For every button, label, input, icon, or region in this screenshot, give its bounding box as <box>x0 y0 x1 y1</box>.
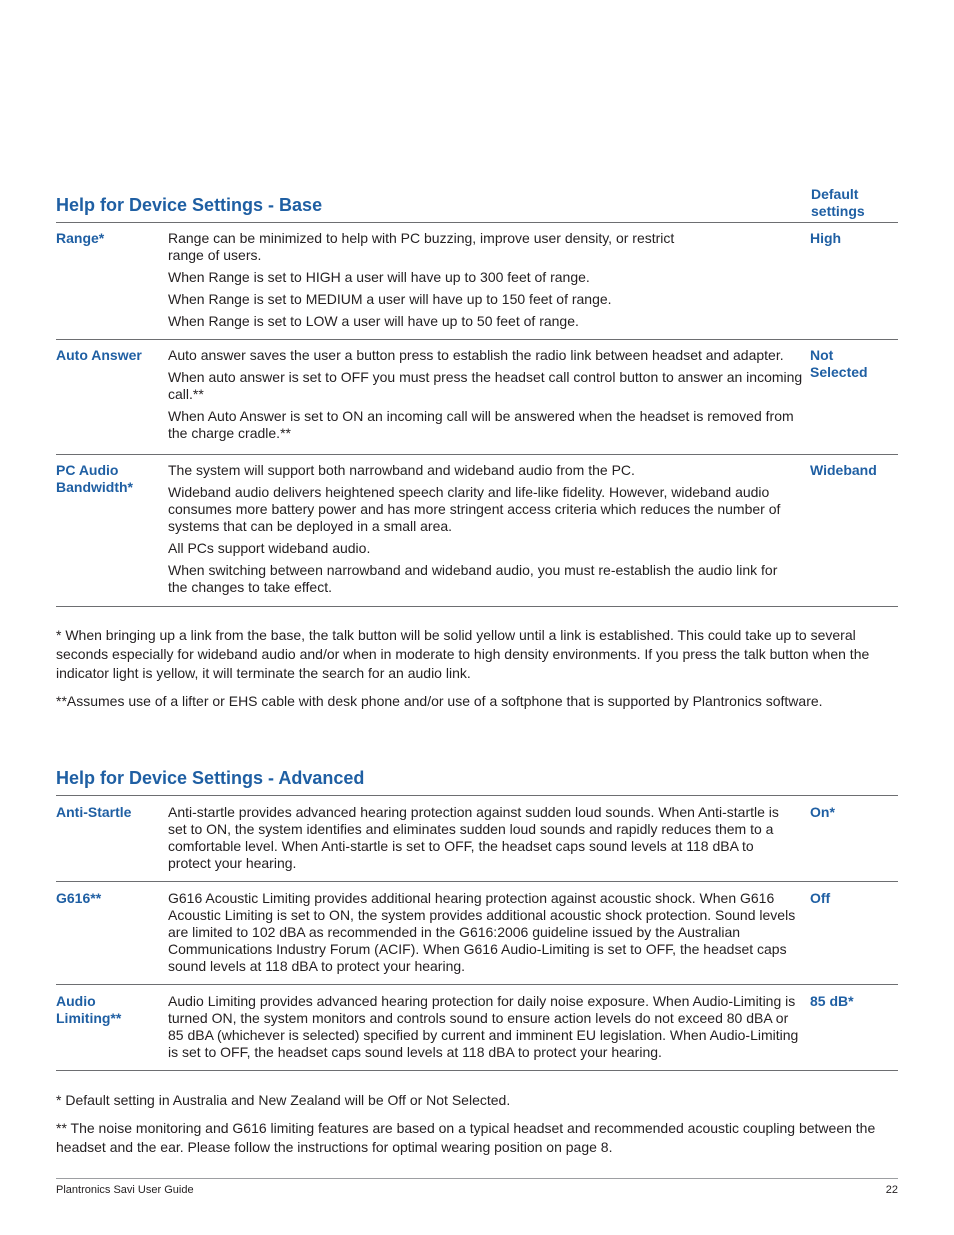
description-paragraph: When Range is set to HIGH a user will have up to 300 feet of range. <box>168 269 590 285</box>
divider <box>56 881 898 882</box>
footnote: * When bringing up a link from the base, the talk button will be solid yellow until a link is established. This could take up to several seconds especially for wideband audio and/or when in moderate to high density environments. If you press the talk button when the indicator light is yellow, it will terminate the search for an audio link. <box>56 627 870 681</box>
description-paragraph: When switching between narrowband and wideband audio, you must re-establish the audio link for the changes to take effect. <box>168 562 778 595</box>
setting-description <box>168 993 800 1066</box>
description-paragraph: When Range is set to LOW a user will have up to 50 feet of range. <box>168 313 579 329</box>
setting-description <box>168 890 798 980</box>
description-paragraph: When auto answer is set to OFF you must press the headset call control button to answer an incoming call.** <box>168 369 803 402</box>
section-title-advanced: Help for Device Settings - Advanced <box>56 768 365 788</box>
description-paragraph: Wideband audio delivers heightened speech clarity and life-like fidelity. However, wideband audio consumes more battery power and has more stringent access criteria which reduces the number of systems that can be deployed in a small area. <box>168 484 781 534</box>
setting-description <box>168 347 804 447</box>
setting-description <box>168 462 793 601</box>
default-value: Off <box>810 890 831 906</box>
description-paragraph: Audio Limiting provides advanced hearing protection for daily noise exposure. When Audio-Limiting is turned ON, the system monitors and controls sound to ensure action levels do not exceed 80 dBA or 85 dBA (whichever is selected) specified by current and imminent EU legislation. When Audio-Limiting is set to OFF, the headset caps sound levels at 118 dBA to protect your hearing. <box>168 993 799 1060</box>
divider <box>56 984 898 985</box>
section-title-base: Help for Device Settings - Base <box>56 195 323 215</box>
divider <box>56 795 898 796</box>
footnote: ** The noise monitoring and G616 limiting features are based on a typical headset and recommended acoustic coupling between the headset and the ear. Please follow the instructions for optimal wearing position on page 8. <box>56 1120 876 1155</box>
setting-label: Auto Answer <box>56 347 142 363</box>
setting-description <box>168 230 713 335</box>
footer-divider <box>56 1178 898 1179</box>
setting-description <box>168 804 793 877</box>
description-paragraph: The system will support both narrowband and wideband audio from the PC. <box>168 462 635 478</box>
default-value: Not Selected <box>810 347 868 380</box>
setting-label: Audio Limiting** <box>56 993 122 1026</box>
default-value: Wideband <box>810 462 877 478</box>
description-paragraph: All PCs support wideband audio. <box>168 540 371 556</box>
setting-label: Anti-Startle <box>56 804 132 820</box>
description-paragraph: Auto answer saves the user a button press to establish the radio link between headset and adapter. <box>168 347 784 363</box>
description-paragraph: G616 Acoustic Limiting provides additional hearing protection against acoustic shock. When G616 Acoustic Limiting is set to ON, the system provides additional acoustic shock protection. Sound levels are limited to 102 dBA as recommended in the G616:2006 guideline issued by the Australian Communications Industry Forum (ACIF). When G616 Audio-Limiting is set to OFF, the headset caps sound levels at 118 dBA to protect your hearing. <box>168 890 796 974</box>
footnote: * Default setting in Australia and New Zealand will be Off or Not Selected. <box>56 1092 511 1108</box>
page-number: 22 <box>885 1184 898 1196</box>
footer-guide-title: Plantronics Savi User Guide <box>56 1184 194 1196</box>
setting-label: Range* <box>56 230 105 246</box>
footnote: **Assumes use of a lifter or EHS cable with desk phone and/or use of a softphone that is supported by Plantronics software. <box>56 693 823 709</box>
description-paragraph: Anti-startle provides advanced hearing protection against sudden loud sounds. When Anti-startle is set to ON, the system identifies and eliminates sudden loud sounds and rapidly reduces them to a comfortable level. When Anti-startle is set to OFF, the headset caps sound levels at 118 dBA to protect your hearing. <box>168 804 779 871</box>
divider <box>56 222 898 223</box>
setting-label: PC Audio Bandwidth* <box>56 462 133 495</box>
divider <box>56 606 898 607</box>
setting-label: G616** <box>56 890 102 906</box>
description-paragraph: Range can be minimized to help with PC buzzing, improve user density, or restrict range of users. <box>168 230 675 263</box>
default-value: 85 dB* <box>810 993 854 1009</box>
divider <box>56 1070 898 1071</box>
description-paragraph: When Range is set to MEDIUM a user will have up to 150 feet of range. <box>168 291 612 307</box>
default-value: On* <box>810 804 835 820</box>
description-paragraph: When Auto Answer is set to ON an incoming call will be answered when the headset is removed from the charge cradle.** <box>168 408 794 441</box>
divider <box>56 454 898 455</box>
default-value: High <box>810 230 842 246</box>
divider <box>56 339 898 340</box>
default-settings-header: Default settings <box>811 186 865 219</box>
